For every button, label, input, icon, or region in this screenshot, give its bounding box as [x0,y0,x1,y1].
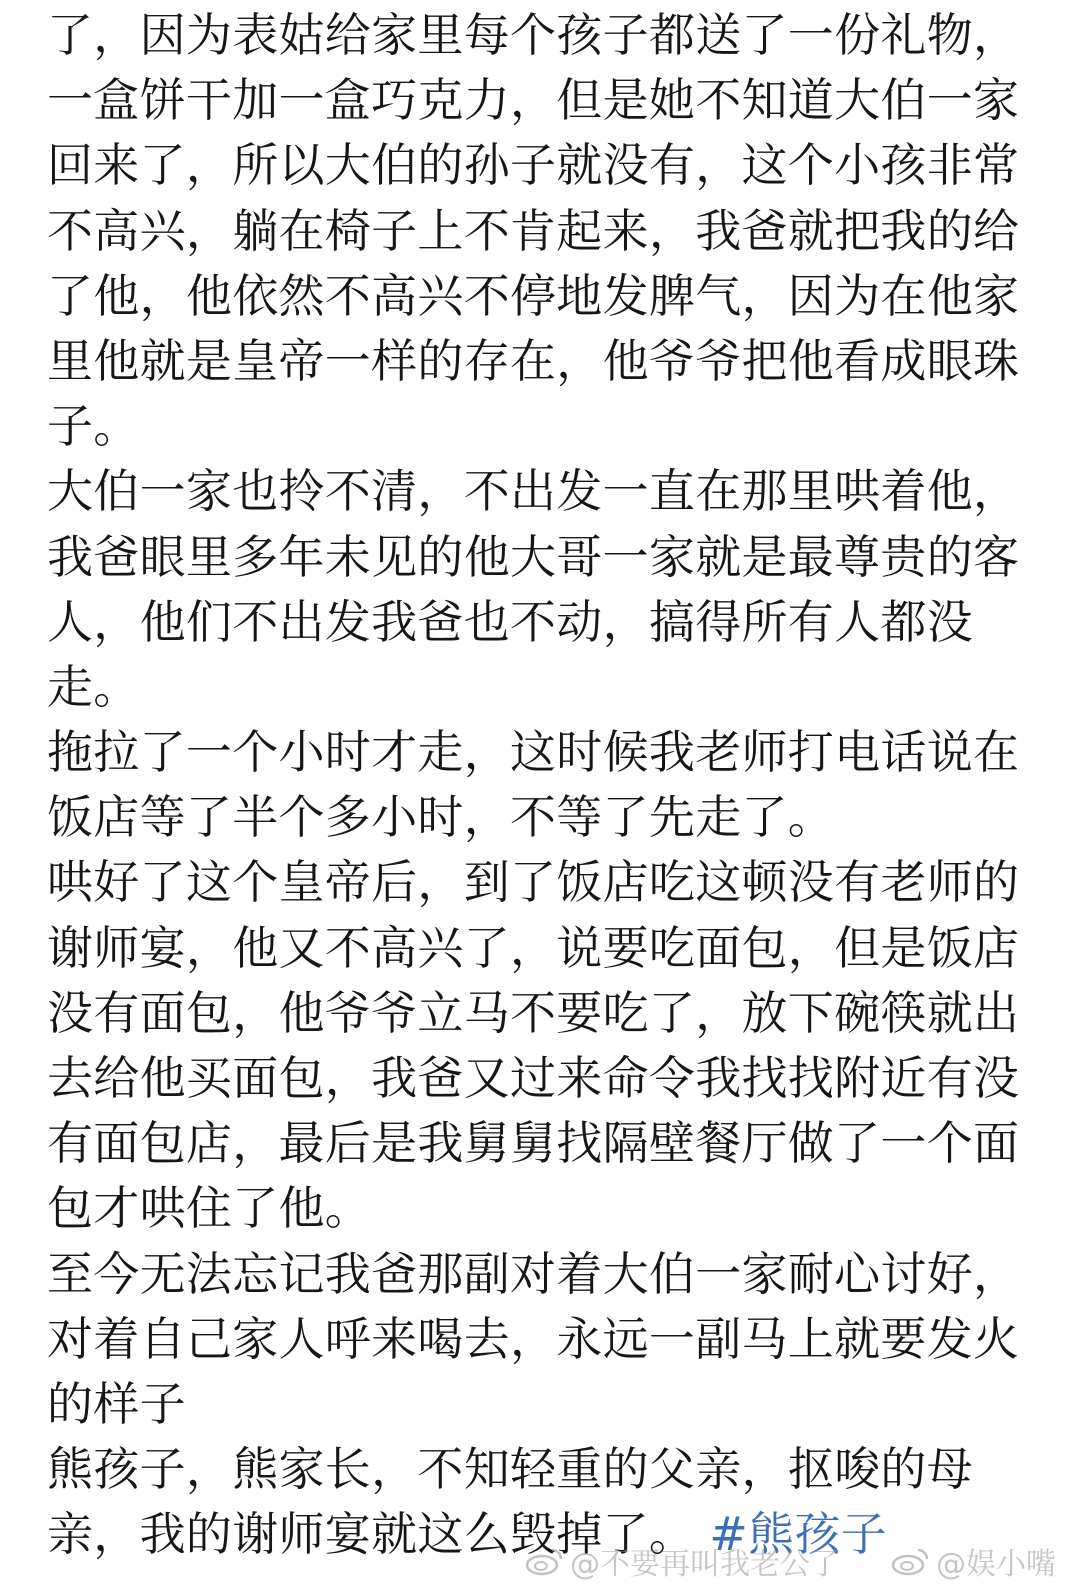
text-line: 了，因为表姑给家里每个孩子都送了一份礼物， [47,8,1020,62]
text-line: 拖拉了一个小时才走，这时候我老师打电话说在 [47,725,1020,780]
text-line: 饭店等了半个多小时，不等了先走了。 [47,790,835,845]
text-line: 去给他买面包，我爸又过来命令我找找附近有没 [47,1051,1020,1105]
text-line: 回来了，所以大伯的孙子就没有，这个小孩非常 [47,138,1020,193]
text-line: 没有面包，他爷爷立马不要吃了，放下碗筷就出 [47,985,1020,1040]
text-line: 人，他们不出发我爸也不动，搞得所有人都没 [47,594,973,649]
text-line: 熊孩子，熊家长，不知轻重的父亲，抠唆的母 [47,1442,973,1497]
text-line: 了他，他依然不高兴不停地发脾气，因为在他家 [47,268,1020,323]
weibo-icon [890,1546,930,1576]
text-line: 有面包店，最后是我舅舅找隔壁餐厅做了一个面 [47,1116,1020,1171]
text-line: 不高兴，躺在椅子上不肯起来，我爸就把我的给 [47,203,1020,258]
text-line: 里他就是皇帝一样的存在，他爷爷把他看成眼珠 [47,333,1020,388]
text-line-content: 亲，我的谢师宴就这么毁掉了。 [47,1507,696,1562]
text-line: 一盒饼干加一盒巧克力，但是她不知道大伯一家 [47,73,1020,128]
text-line: 的样子 [47,1376,186,1431]
text-line: 包才哄住了他。 [47,1181,372,1236]
text-line: 大伯一家也拎不清，不出发一直在那里哄着他， [47,464,1020,519]
post-body [47,3,1057,1568]
text-line: 子。 [47,399,140,454]
weibo-icon [524,1546,564,1576]
text-line: 谢师宴，他又不高兴了，说要吃面包，但是饭店 [47,920,1020,975]
watermark [524,1539,1056,1583]
hashtag-link[interactable]: #熊孩子 [709,1507,887,1562]
text-line: 哄好了这个皇帝后，到了饭店吃这顿没有老师的 [47,855,1020,910]
text-line: 对着自己家人呼来喝去，永远一副马上就要发火 [47,1311,1020,1366]
text-line: 走。 [47,659,140,714]
watermark-left: @不要再叫我老公了 [570,1547,840,1582]
text-line: 至今无法忘记我爸那副对着大伯一家耐心讨好， [47,1246,1020,1301]
text-line: 我爸眼里多年未见的他大哥一家就是最尊贵的客 [47,529,1020,584]
watermark-right: @娱小嘴 [936,1547,1056,1582]
